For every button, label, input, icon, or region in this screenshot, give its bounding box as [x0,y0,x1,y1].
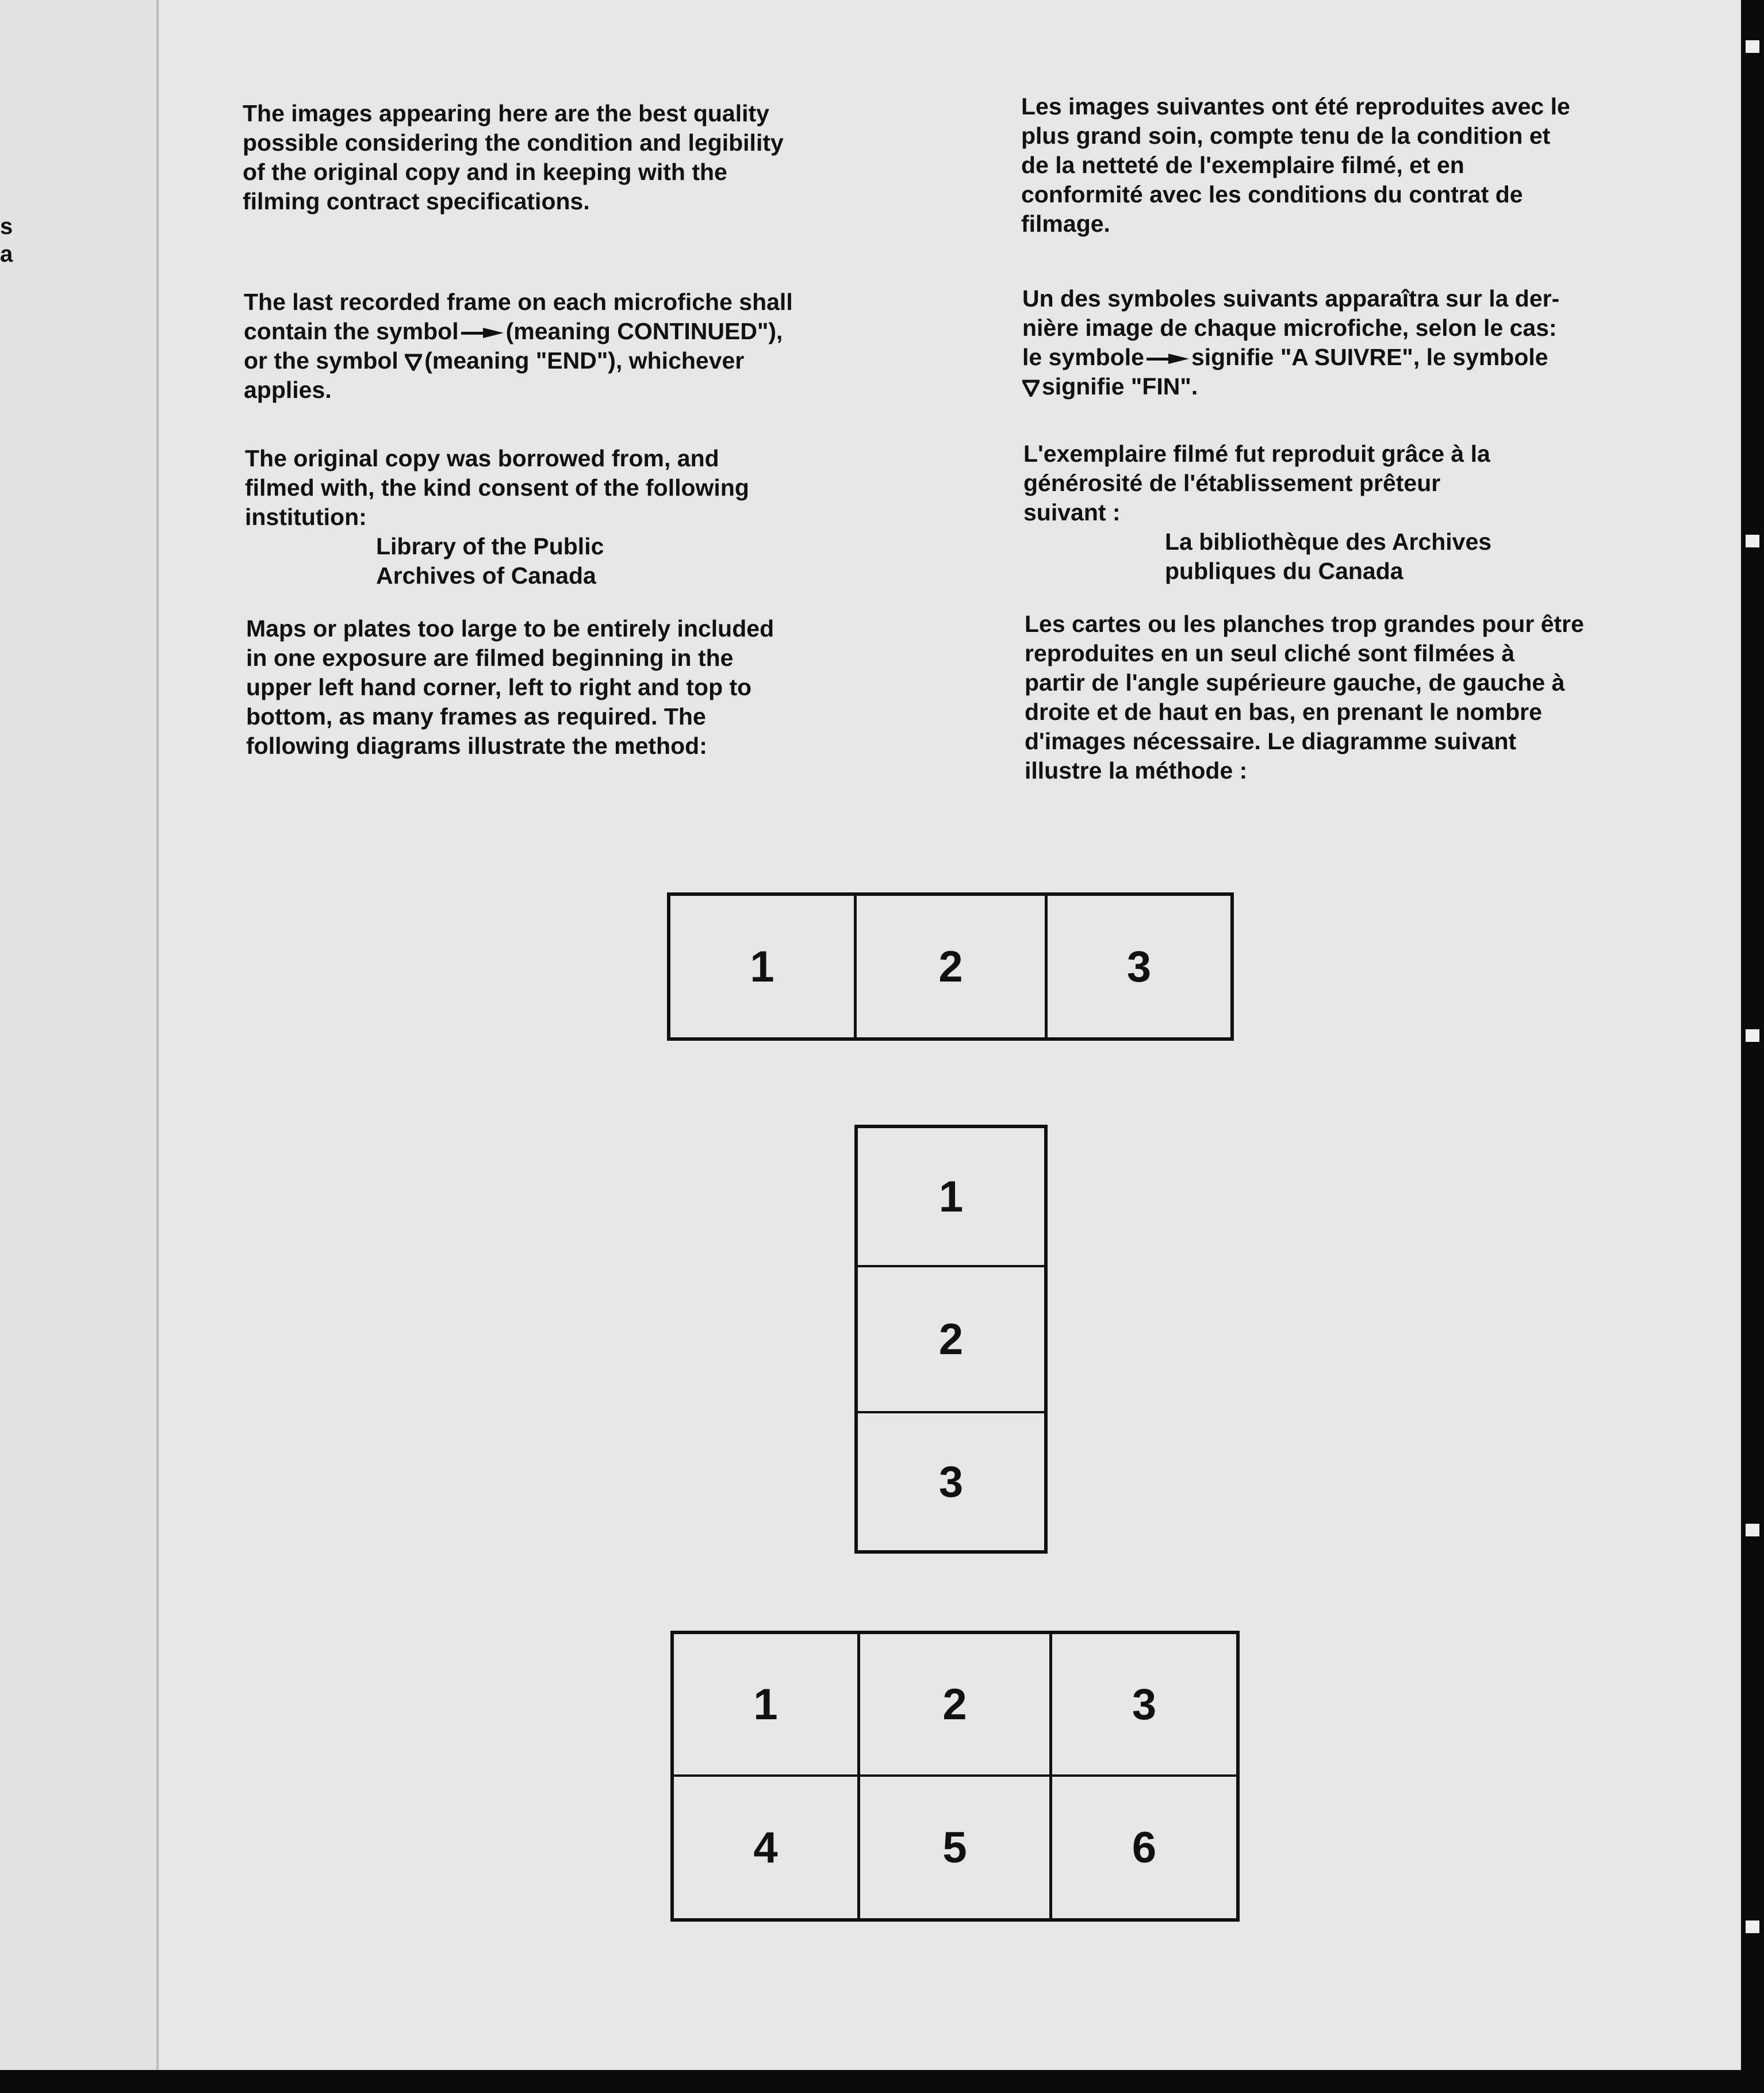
diagram-row [667,892,1234,1041]
institution-line: La bibliothèque des Archives [1165,528,1492,555]
text-line: contain the symbol [244,318,459,344]
edge-mark [1746,1029,1759,1042]
text-line: Les images suivantes ont été reproduites avec le [1021,93,1570,120]
text-line: reproduites en un seul cliché sont filmées à [1025,640,1515,666]
text-line: (meaning "END"), whichever [424,347,745,374]
frame-cell: 2 [860,1634,1052,1777]
frame-cell: 4 [674,1777,860,1918]
text-line: in one exposure are filmed beginning in the [246,645,734,671]
text-line: plus grand soin, compte tenu de la condition et [1021,122,1551,149]
text-line: L'exemplaire filmé fut reproduit grâce à la [1023,440,1490,467]
text-line: nière image de chaque microfiche, selon le cas: [1022,315,1557,341]
english-borrowed-paragraph [245,444,749,591]
text-line: filmage. [1021,210,1110,237]
frame-cell: 1 [858,1128,1044,1267]
diagram-column [854,1125,1048,1554]
bottom-border [0,2070,1764,2093]
english-symbols-paragraph [244,288,793,405]
english-quality-paragraph [243,99,784,216]
text-line: partir de l'angle supérieure gauche, de gauche à [1025,669,1565,696]
text-line: illustre la méthode : [1025,757,1248,784]
diagram-grid [670,1631,1240,1922]
edge-fragment: a [0,241,13,267]
frame-cell: 5 [860,1777,1052,1918]
text-line: bottom, as many frames as required. The [246,703,706,730]
frame-cell: 3 [938,1457,964,1506]
frame-cell: 2 [858,1267,1044,1413]
text-line: de la netteté de l'exemplaire filmé, et en [1021,152,1464,178]
frame-cell: 1 [670,896,857,1037]
english-maps-paragraph [246,614,774,761]
text-line: upper left hand corner, left to right and top to [246,674,752,700]
edge-mark [1746,1524,1759,1536]
text-line: signifie "A SUIVRE", le symbole [1191,344,1548,370]
text-line: Maps or plates too large to be entirely included [246,615,774,642]
edge-mark [1746,535,1759,547]
frame-cell: 3 [1052,1634,1236,1777]
edge-mark [1746,1920,1759,1933]
text-line: The last recorded frame on each microfiche shall [244,289,793,315]
text-line: following diagrams illustrate the method: [246,733,707,759]
text-line: le symbole [1022,344,1144,370]
text-line: Les cartes ou les planches trop grandes pour être [1025,611,1584,637]
text-line: applies. [244,377,332,403]
text-line: d'images nécessaire. Le diagramme suivant [1025,728,1517,754]
text-line: suivant : [1023,499,1121,526]
frame-cell: 1 [674,1634,860,1777]
institution-line: Library of the Public [376,533,604,559]
edge-mark [1746,40,1759,53]
text-line: filming contract specifications. [243,188,590,214]
edge-fragment: s [0,214,13,239]
text-line: droite et de haut en bas, en prenant le nombre [1025,699,1542,725]
text-line: of the original copy and in keeping with the [243,159,727,185]
text-line: filmed with, the kind consent of the following [245,474,749,501]
previous-page-edge [0,0,159,2070]
text-line: générosité de l'établissement prêteur [1023,470,1441,496]
french-maps-paragraph [1025,610,1584,785]
triangle-down-icon [1022,379,1040,397]
text-line: The images appearing here are the best quality [243,100,769,126]
text-line: (meaning CONTINUED"), [505,318,783,344]
institution-line: Archives of Canada [376,562,596,589]
text-line: Un des symboles suivants apparaîtra sur la der- [1022,285,1560,312]
arrow-right-icon [461,327,504,339]
institution-line: publiques du Canada [1165,558,1403,584]
french-quality-paragraph [1021,92,1570,239]
text-line: or the symbol [244,347,398,374]
triangle-down-icon [405,354,422,371]
frame-cell: 3 [1126,942,1152,991]
frame-cell: 2 [857,896,1048,1037]
text-line: conformité avec les conditions du contrat de [1021,181,1523,208]
text-line: institution: [245,504,367,530]
french-borrowed-paragraph [1023,439,1491,586]
right-edge-strip [1741,0,1764,2070]
frame-cell: 6 [1132,1823,1157,1872]
text-line: signifie "FIN". [1042,373,1198,400]
arrow-right-icon [1146,353,1189,365]
text-line: possible considering the condition and legibility [243,129,784,156]
french-symbols-paragraph [1022,284,1559,401]
text-line: The original copy was borrowed from, and [245,445,719,471]
